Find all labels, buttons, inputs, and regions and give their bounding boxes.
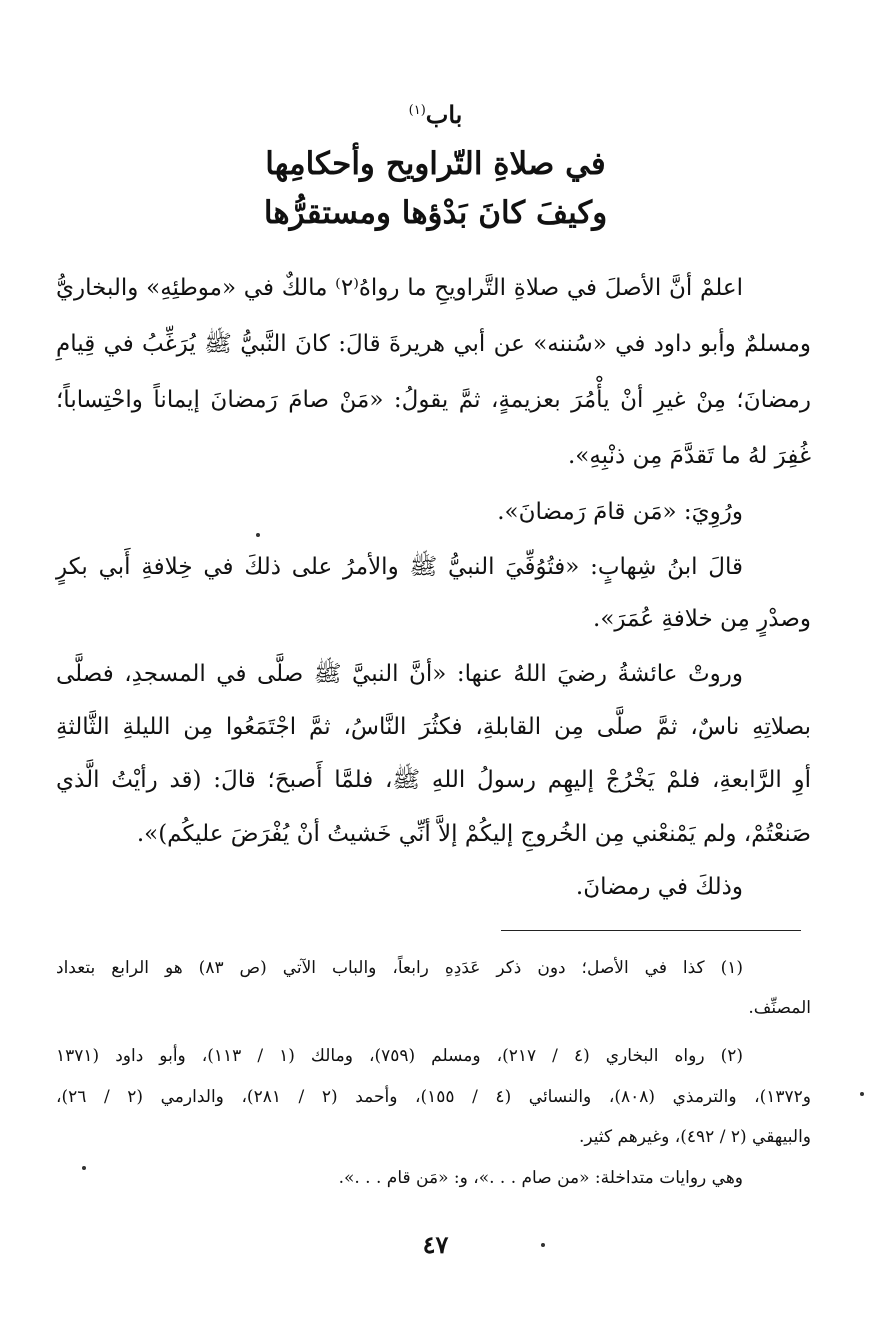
- footnote-2-line-4: وهي روايات متداخلة: «من صام . . .»، و: «مَن قام . . .».: [338, 1168, 743, 1188]
- footnote-divider: [501, 930, 801, 931]
- body-line-12: وذلكَ في رمضانَ.: [575, 874, 743, 900]
- body-line-3: رمضانَ؛ مِنْ غيرِ أنْ يأْمُرَ بعزيمةٍ، ثمَّ يقولُ: «مَنْ صامَ رَمضانَ إيماناً واحْتِساباً؛: [56, 387, 811, 413]
- body-line-10: أوِ الرَّابعةِ، فلمْ يَخْرُجْ إليهِم رسولُ اللهِ ﷺ، فلمَّا أَصبحَ؛ قالَ: (قد رأيْتُ الَّذي: [56, 767, 811, 793]
- body-line-9: بصلاتِهِ ناسٌ، ثمَّ صلَّى مِن القابلةِ، فكثُرَ النَّاسُ، ثمَّ اجْتَمَعُوا مِن الليلةِ الثَّالثةِ: [56, 714, 811, 740]
- chapter-label: [0, 100, 871, 129]
- chapter-title-line-2: وكيفَ كانَ بَدْؤها ومستقرُّها: [263, 195, 608, 231]
- footnote-2-line-2: و١٣٧٢)، والترمذي (٨٠٨)، والنسائي (٤ / ١٥٥)، وأحمد (٢ / ٢٨١)، والدارمي (٢ / ٢٦)،: [56, 1087, 811, 1107]
- body-line-7: وصدْرٍ مِن خلافةِ عُمَرَ».: [593, 606, 811, 632]
- scan-speck: [256, 533, 260, 537]
- footnote-ref-1: (١): [408, 103, 426, 118]
- body-line-6: قالَ ابنُ شِهابٍ: «فتُوُفِّيَ النبيُّ ﷺ والأمرُ على ذلكَ في خِلافةِ أَبي بكرٍ: [56, 554, 743, 580]
- scan-speck: [541, 1243, 545, 1247]
- body-line-1: اعلمْ أنَّ الأصلَ في صلاةِ التَّراويحِ ما رواهُ⁽٢⁾ مالكٌ في «موطئِهِ» والبخاريُّ: [56, 275, 744, 301]
- body-line-2: ومسلمٌ وأبو داود في «سُننه» عن أبي هريرةَ قالَ: كانَ النَّبيُّ ﷺ يُرَغِّبُ في قِيامِ: [56, 331, 811, 357]
- footnote-2-line-1: (٢) رواه البخاري (٤ / ٢١٧)، ومسلم (٧٥٩)، ومالك (١ / ١١٣)، وأبو داود (١٣٧١: [56, 1046, 743, 1066]
- body-line-11: صَنعْتُمْ، ولم يَمْنعْني مِن الخُروجِ إليكُمْ إلاَّ أنِّي خَشيتُ أنْ يُفْرَضَ عليكُم)».: [136, 821, 811, 847]
- scan-speck: [860, 1092, 864, 1096]
- chapter-label-text: باب: [425, 100, 463, 129]
- chapter-title-line-1: في صلاةِ التّراويح وأحكامِها: [265, 146, 606, 182]
- footnote-1-line-2: المصنِّف.: [748, 998, 811, 1018]
- footnote-2-line-3: والبيهقي (٢ / ٤٩٢)، وغيرهم كثير.: [578, 1127, 811, 1147]
- scan-speck: [82, 1166, 86, 1170]
- body-line-4: غُفِرَ لهُ ما تَقدَّمَ مِن ذنْبِهِ».: [567, 443, 811, 469]
- body-line-5: ورُوِيَ: «مَن قامَ رَمضانَ».: [497, 499, 743, 525]
- body-line-8: وروتْ عائشةُ رضيَ اللهُ عنها: «أنَّ النبيَّ ﷺ صلَّى في المسجدِ، فصلَّى: [56, 661, 743, 687]
- footnote-1-line-1: (١) كذا في الأصل؛ دون ذكر عَدَدِهِ رابعاً، والباب الآتي (ص ٨٣) هو الرابع بتعداد: [56, 958, 744, 978]
- page-number: ٤٧: [422, 1230, 449, 1259]
